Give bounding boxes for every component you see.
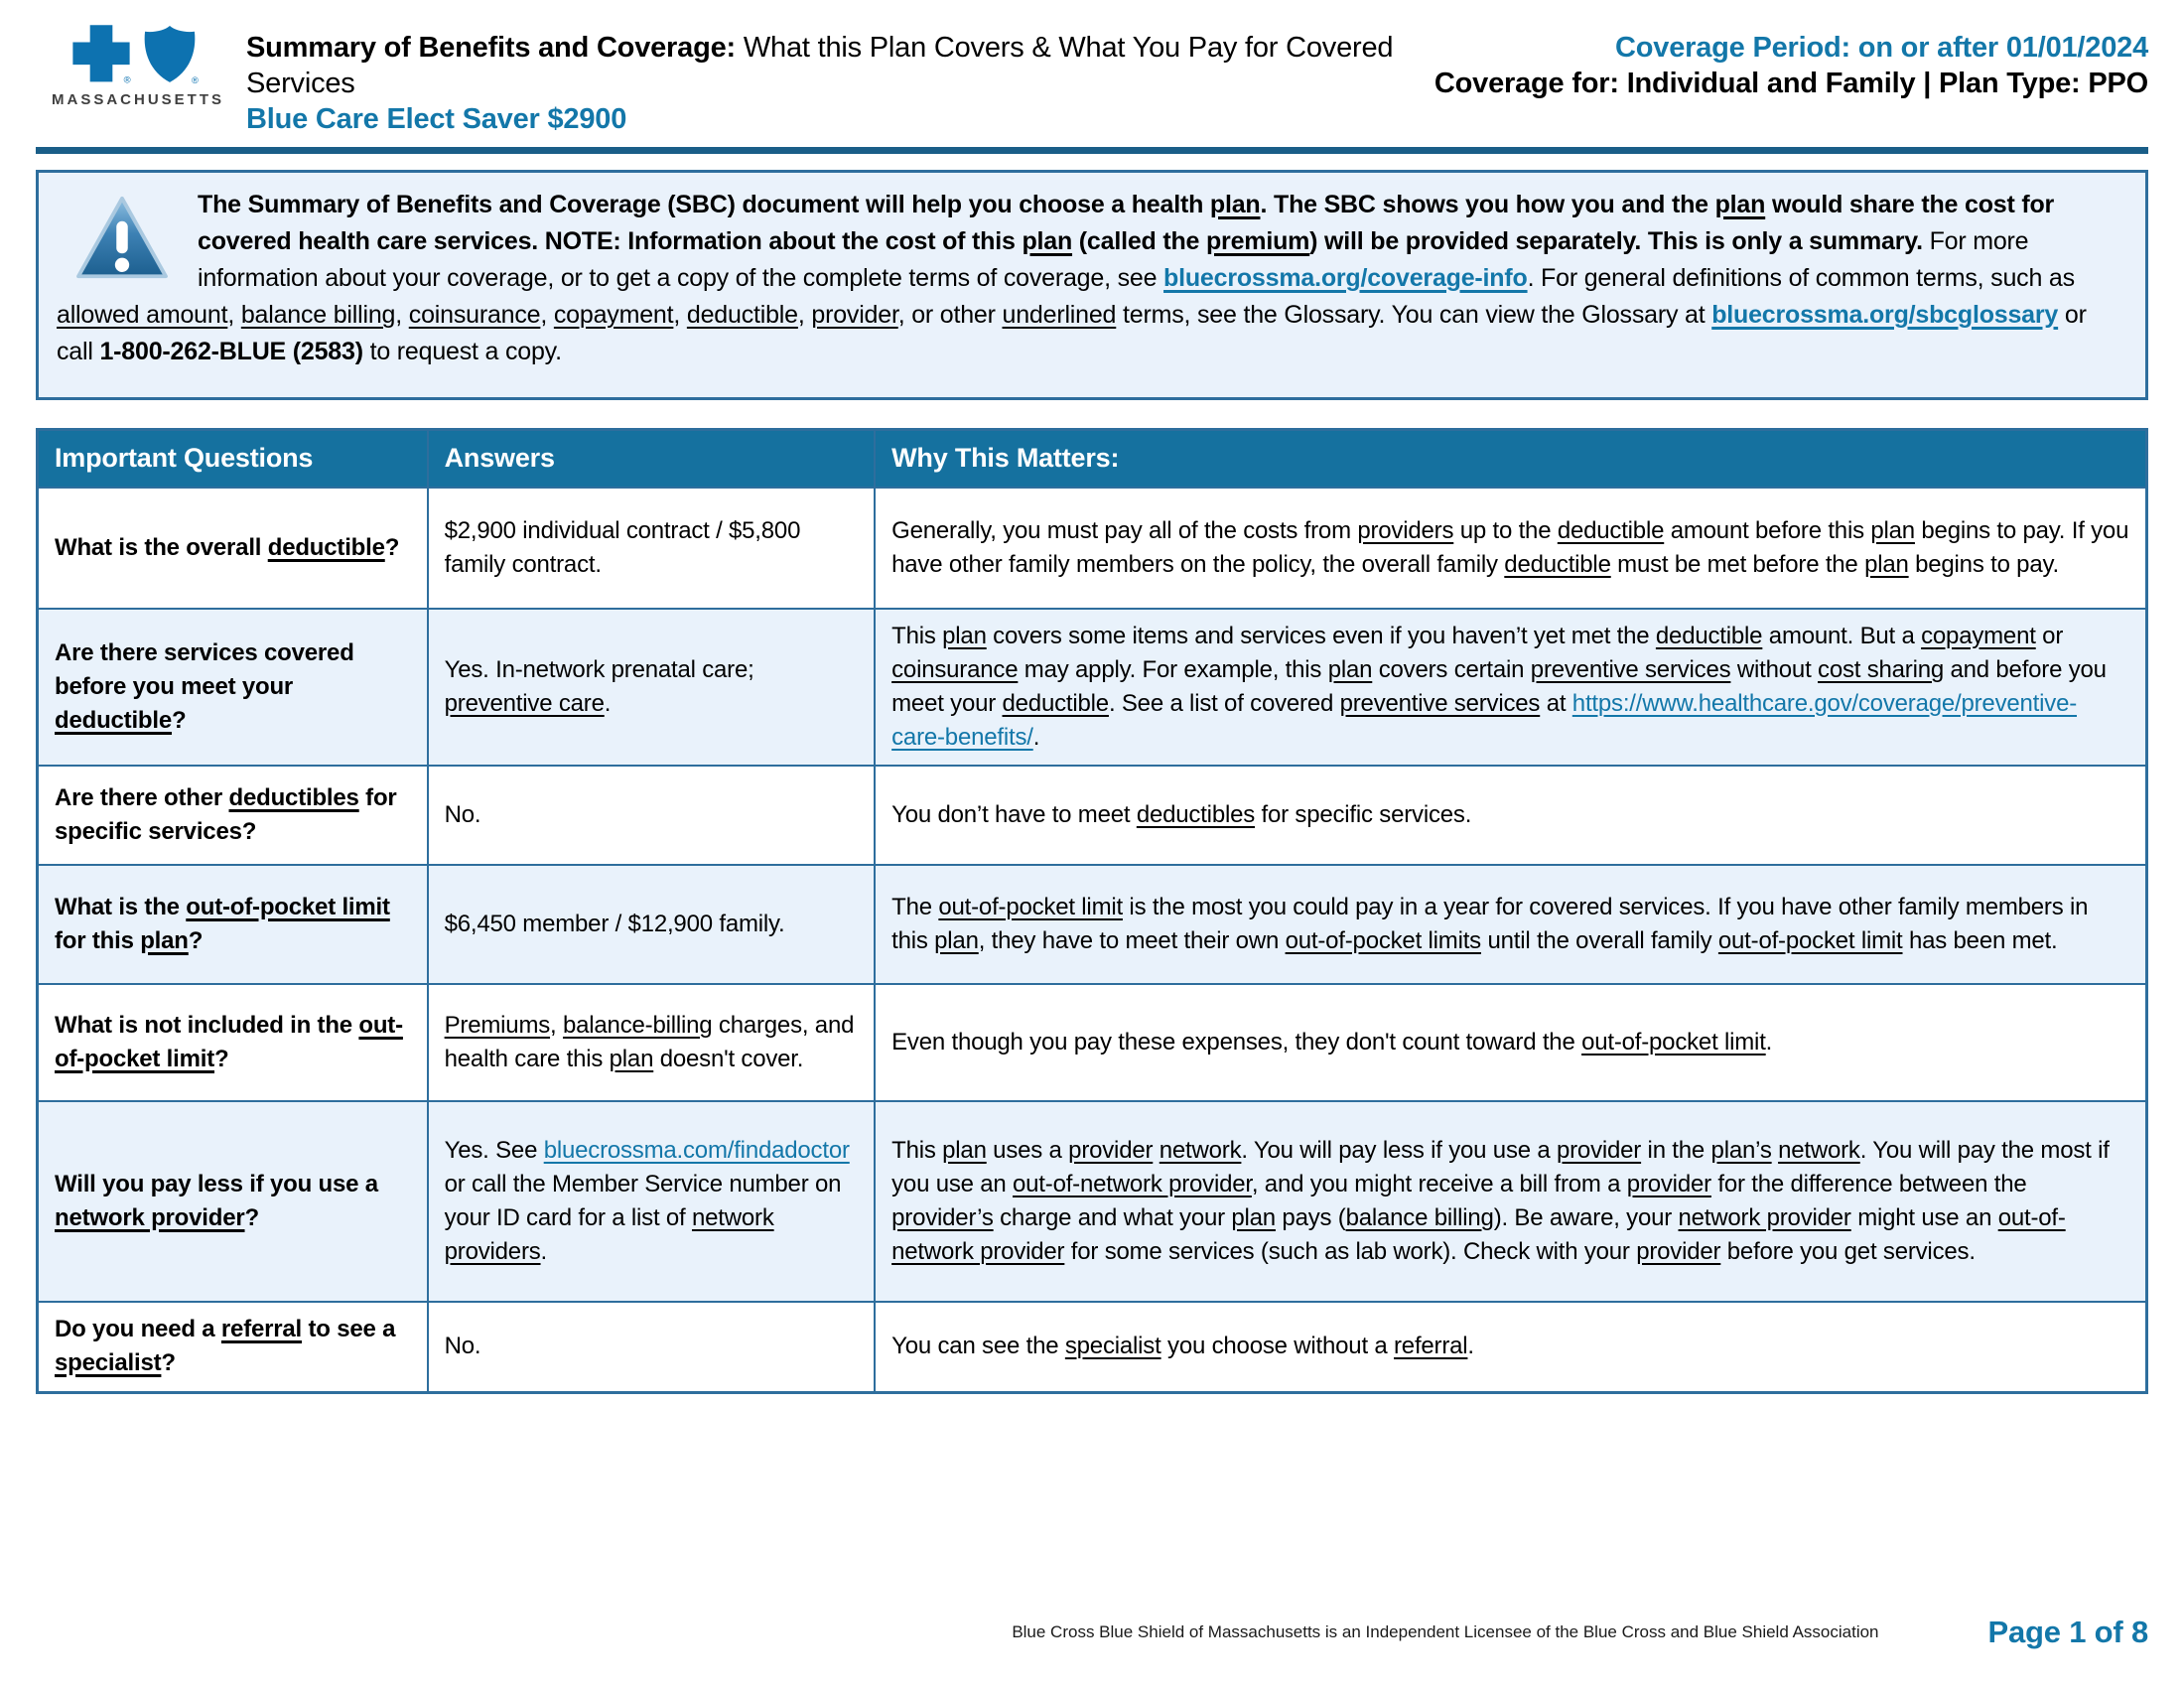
title-block	[246, 24, 1434, 137]
text-run: ,	[540, 301, 554, 329]
svg-text:®: ®	[123, 74, 131, 85]
glossary-term: deductible	[1557, 516, 1665, 544]
glossary-term: deductible	[267, 533, 385, 561]
column-header-answers: Answers	[428, 430, 876, 488]
text-run: would share the cost for covered health care services. NOTE: Information about the cost of this	[198, 191, 2055, 255]
question-cell	[38, 1101, 428, 1302]
text-run: ?	[188, 926, 204, 954]
question-cell	[38, 1302, 428, 1393]
text-run: What is the	[55, 893, 187, 920]
why-cell	[875, 1101, 2146, 1302]
glossary-term: out-of-pocket limit	[938, 893, 1123, 920]
text-run: at	[1540, 689, 1572, 717]
glossary-term: coinsurance	[408, 301, 541, 329]
glossary-term: preventive services	[1339, 689, 1541, 717]
glossary-term: referral	[1394, 1333, 1468, 1360]
glossary-term: preventive care	[444, 689, 605, 717]
glossary-term: plan	[609, 1045, 654, 1072]
text-run: You can see the	[891, 1333, 1065, 1360]
question-cell	[38, 609, 428, 766]
glossary-term: deductible	[1504, 550, 1611, 578]
why-cell	[875, 609, 2146, 766]
text-run: charges, and health care this	[444, 1011, 855, 1072]
text-run: $6,450 member / $12,900 family.	[444, 910, 785, 937]
column-header-important-questions: Important Questions	[38, 430, 428, 488]
text-run: or	[2035, 622, 2064, 649]
glossary-term: plan	[140, 926, 189, 954]
text-run: ,	[673, 301, 687, 329]
glossary-term: plan	[942, 622, 987, 649]
coverage-block	[1434, 24, 2148, 101]
answer-cell	[428, 984, 876, 1101]
glossary-term: Premiums	[444, 1011, 551, 1039]
answer-cell	[428, 609, 876, 766]
glossary-term: cost sharing	[1818, 655, 1945, 683]
header-divider	[36, 147, 2148, 154]
text-run: The Summary of Benefits and Coverage (SBC) document will help you choose a health	[198, 191, 1210, 218]
glossary-term: out-of-network provider	[891, 1203, 2066, 1265]
text-run: charge and what your	[993, 1203, 1232, 1231]
glossary-term: specialist	[55, 1349, 162, 1377]
text-run: ?	[384, 533, 400, 561]
glossary-term: network	[1778, 1136, 1860, 1164]
text-run: What is the overall	[55, 533, 268, 561]
text-run: begins to pay.	[1908, 550, 2059, 578]
text-run: uses a	[986, 1136, 1069, 1164]
glossary-term: provider	[1556, 1136, 1642, 1164]
text-run: Yes. In-network prenatal care;	[444, 655, 754, 683]
why-cell	[875, 1302, 2146, 1393]
table-row	[38, 865, 2147, 984]
text-run: amount. But a	[1762, 622, 1922, 649]
text-run: covers some items and services even if you haven’t yet met the	[986, 622, 1656, 649]
text-run: pays (	[1275, 1203, 1346, 1231]
hyperlink[interactable]: bluecrossma.org/coverage-info	[1163, 264, 1528, 292]
hyperlink[interactable]: bluecrossma.com/findadoctor	[543, 1136, 850, 1164]
text-run: ?	[172, 706, 187, 734]
glossary-term: balance billing	[1345, 1203, 1494, 1231]
text-run: This	[891, 1136, 943, 1164]
coverage-period: Coverage Period: on or after 01/01/2024	[1615, 32, 2148, 64]
table-row	[38, 766, 2147, 865]
why-cell	[875, 766, 2146, 865]
text-run: .	[604, 689, 612, 717]
glossary-term: allowed amount	[57, 301, 228, 329]
glossary-term: provider	[1068, 1136, 1154, 1164]
glossary-term: deductible	[686, 301, 798, 329]
text-run: You don’t have to meet	[891, 800, 1137, 828]
glossary-term: out-of-pocket limit	[1717, 926, 1903, 954]
glossary-term: plan	[1714, 191, 1766, 218]
text-run: This	[891, 622, 943, 649]
answer-cell	[428, 865, 876, 984]
notice-box	[36, 170, 2148, 400]
text-run: must be met before the	[1610, 550, 1865, 578]
text-run: Do you need a	[55, 1316, 221, 1343]
text-run: , and you might receive a bill from a	[1251, 1170, 1627, 1197]
glossary-term: deductible	[1655, 622, 1763, 649]
text-run: .	[1765, 1028, 1773, 1055]
text-run: (called the	[1072, 227, 1206, 255]
text-run: Will you pay less if you use a	[55, 1170, 378, 1197]
warning-triangle-icon	[74, 195, 170, 282]
text-run: might use an	[1850, 1203, 1998, 1231]
glossary-term: plan’s	[1710, 1136, 1772, 1164]
text-run: . For general definitions of common terms, such as	[1527, 264, 2075, 292]
text-run: doesn't cover.	[653, 1045, 804, 1072]
glossary-term: provider’s	[891, 1203, 994, 1231]
table-row	[38, 488, 2147, 609]
text-run: covers certain	[1372, 655, 1531, 683]
glossary-term: provider	[1626, 1170, 1711, 1197]
text-run: Even though you pay these expenses, they don't count toward the	[891, 1028, 1582, 1055]
text-run: .	[1032, 723, 1040, 751]
glossary-term: plan	[1231, 1203, 1276, 1231]
text-run: for the difference between the	[1710, 1170, 2027, 1197]
glossary-term: network providers	[444, 1203, 774, 1265]
glossary-term: provider	[1636, 1237, 1721, 1265]
benefits-table	[36, 428, 2148, 1394]
glossary-term: providers	[1357, 516, 1454, 544]
text-run: until the overall family	[1480, 926, 1718, 954]
table-row	[38, 984, 2147, 1101]
glossary-term: specialist	[1064, 1333, 1161, 1360]
glossary-term: coinsurance	[891, 655, 1019, 683]
glossary-term: underlined	[1002, 301, 1117, 329]
table-row	[38, 1101, 2147, 1302]
glossary-term: network provider	[1678, 1203, 1851, 1231]
text-run: Are there services covered before you meet your	[55, 638, 354, 700]
table-row	[38, 609, 2147, 766]
licensee-disclaimer: Blue Cross Blue Shield of Massachusetts is an Independent Licensee of the Blue Cross and Blue Shield Association	[1012, 1622, 1879, 1641]
column-header-why-this-matters: Why This Matters:	[875, 430, 2146, 488]
glossary-term: deductible	[1002, 689, 1109, 717]
glossary-term: deductibles	[1136, 800, 1256, 828]
plan-name: Blue Care Elect Saver $2900	[246, 103, 627, 135]
text-run: up to the	[1453, 516, 1558, 544]
text-run: No.	[444, 1333, 481, 1360]
text-run: Generally, you must pay all of the costs from	[891, 516, 1358, 544]
table-header-row	[38, 430, 2147, 488]
glossary-term: out-of-pocket limit	[186, 893, 390, 920]
text-run: . You will pay less if you use a	[1241, 1136, 1557, 1164]
document-title-bold: Summary of Benefits and Coverage:	[246, 32, 736, 64]
hyperlink[interactable]: https://www.healthcare.gov/coverage/preventive-care-benefits/	[891, 689, 2078, 751]
glossary-term: network provider	[55, 1203, 245, 1231]
text-run: amount before this	[1664, 516, 1871, 544]
blue-shield-icon	[141, 24, 199, 90]
page-footer	[36, 1615, 2148, 1650]
text-run: ?	[244, 1203, 259, 1231]
glossary-term: deductible	[55, 706, 173, 734]
text-run: .	[540, 1237, 548, 1265]
why-cell	[875, 984, 2146, 1101]
text-run: for some services (such as lab work). Check with your	[1064, 1237, 1637, 1265]
answer-cell	[428, 488, 876, 609]
text-run: terms, see the Glossary. You can view the Glossary at	[1116, 301, 1712, 329]
text-run: for specific services.	[1255, 800, 1472, 828]
text-run: . See a list of covered	[1108, 689, 1340, 717]
glossary-term: plan	[934, 926, 979, 954]
text-run: for specific services?	[55, 783, 397, 845]
question-cell	[38, 865, 428, 984]
text-run: ,	[797, 301, 812, 329]
glossary-term: copayment	[553, 301, 674, 329]
answer-cell	[428, 1302, 876, 1393]
glossary-term: referral	[220, 1316, 303, 1343]
glossary-term: plan	[1209, 191, 1261, 218]
text-run: to see a	[302, 1316, 396, 1343]
document-title	[246, 30, 1434, 101]
text-run: or call	[57, 301, 2087, 365]
page-number: Page 1 of 8	[1987, 1615, 2148, 1649]
text-run: has been met.	[1902, 926, 2058, 954]
notice-text	[57, 191, 2087, 365]
text-run: is the most you could pay in a year for covered services. If you have other family members in this	[891, 893, 2089, 954]
glossary-term: copayment	[1921, 622, 2036, 649]
text-run: ) will be provided separately. This is only a summary.	[1309, 227, 1923, 255]
glossary-term: out-of-pocket limit	[1581, 1028, 1766, 1055]
text-run: for this	[55, 926, 141, 954]
why-cell	[875, 488, 2146, 609]
text-run: you choose without a	[1160, 1333, 1394, 1360]
question-cell	[38, 766, 428, 865]
glossary-term: out-of-pocket limits	[1285, 926, 1481, 954]
glossary-term: balance-billing	[562, 1011, 713, 1039]
text-run: The	[891, 893, 939, 920]
document-title-rest: What this Plan Covers & What You Pay for Covered Services	[246, 32, 1394, 99]
text-run: begins to pay. If you have other family members on the policy, the overall family	[891, 516, 2129, 578]
why-cell	[875, 865, 2146, 984]
hyperlink[interactable]: bluecrossma.org/sbcglossary	[1711, 301, 2059, 329]
text-run: ?	[214, 1045, 229, 1072]
text-run: in the	[1641, 1136, 1711, 1164]
glossary-term: premium	[1205, 227, 1310, 255]
table-row	[38, 1302, 2147, 1393]
bcbs-logo	[52, 24, 225, 108]
text-run: 1-800-262-BLUE (2583)	[99, 338, 363, 365]
blue-cross-icon	[71, 24, 131, 90]
text-run: ,	[395, 301, 409, 329]
text-run: Are there other	[55, 783, 229, 811]
text-run: .	[1467, 1333, 1474, 1360]
glossary-term: plan	[1864, 550, 1909, 578]
document-header	[36, 24, 2148, 137]
text-run: ?	[161, 1349, 176, 1377]
text-run: without	[1730, 655, 1819, 683]
text-run: to request a copy.	[362, 338, 562, 365]
glossary-term: plan	[1022, 227, 1073, 255]
glossary-term: plan	[942, 1136, 987, 1164]
answer-cell	[428, 766, 876, 865]
text-run: may apply. For example, this	[1018, 655, 1328, 683]
text-run: No.	[444, 800, 481, 828]
glossary-term: out-of-pocket limit	[55, 1011, 403, 1072]
text-run: Yes. See	[444, 1136, 544, 1164]
question-cell	[38, 488, 428, 609]
text-run: ,	[227, 301, 241, 329]
text-run: ). Be aware, your	[1493, 1203, 1679, 1231]
glossary-term: deductibles	[228, 783, 359, 811]
text-run: What is not included in the	[55, 1011, 359, 1039]
text-run: before you get services.	[1720, 1237, 1976, 1265]
glossary-term: out-of-network provider	[1013, 1170, 1252, 1197]
text-run: and before you meet your	[891, 655, 2107, 717]
text-run: ,	[550, 1011, 563, 1039]
glossary-term: balance billing	[240, 301, 396, 329]
glossary-term: preventive services	[1530, 655, 1731, 683]
glossary-term: provider	[811, 301, 898, 329]
logo-region-label: MASSACHUSETTS	[52, 91, 225, 108]
text-run: For more information about your coverage, or to get a copy of the complete terms of coverage, see	[198, 227, 2029, 292]
text-run: $2,900 individual contract / $5,800 family contract.	[444, 516, 801, 578]
question-cell	[38, 984, 428, 1101]
coverage-for: Coverage for: Individual and Family | Plan Type: PPO	[1433, 68, 2148, 99]
text-run: or call the Member Service number on your ID card for a list of	[444, 1170, 842, 1231]
text-run: . You will pay the most if you use an	[891, 1136, 2110, 1197]
svg-text:®: ®	[192, 75, 199, 85]
text-run: . The SBC shows you how you and the	[1260, 191, 1715, 218]
glossary-term: plan	[1327, 655, 1373, 683]
glossary-term: plan	[1870, 516, 1915, 544]
glossary-term: network	[1159, 1136, 1242, 1164]
text-run: , they have to meet their own	[978, 926, 1286, 954]
text-run: , or other	[897, 301, 1003, 329]
answer-cell	[428, 1101, 876, 1302]
